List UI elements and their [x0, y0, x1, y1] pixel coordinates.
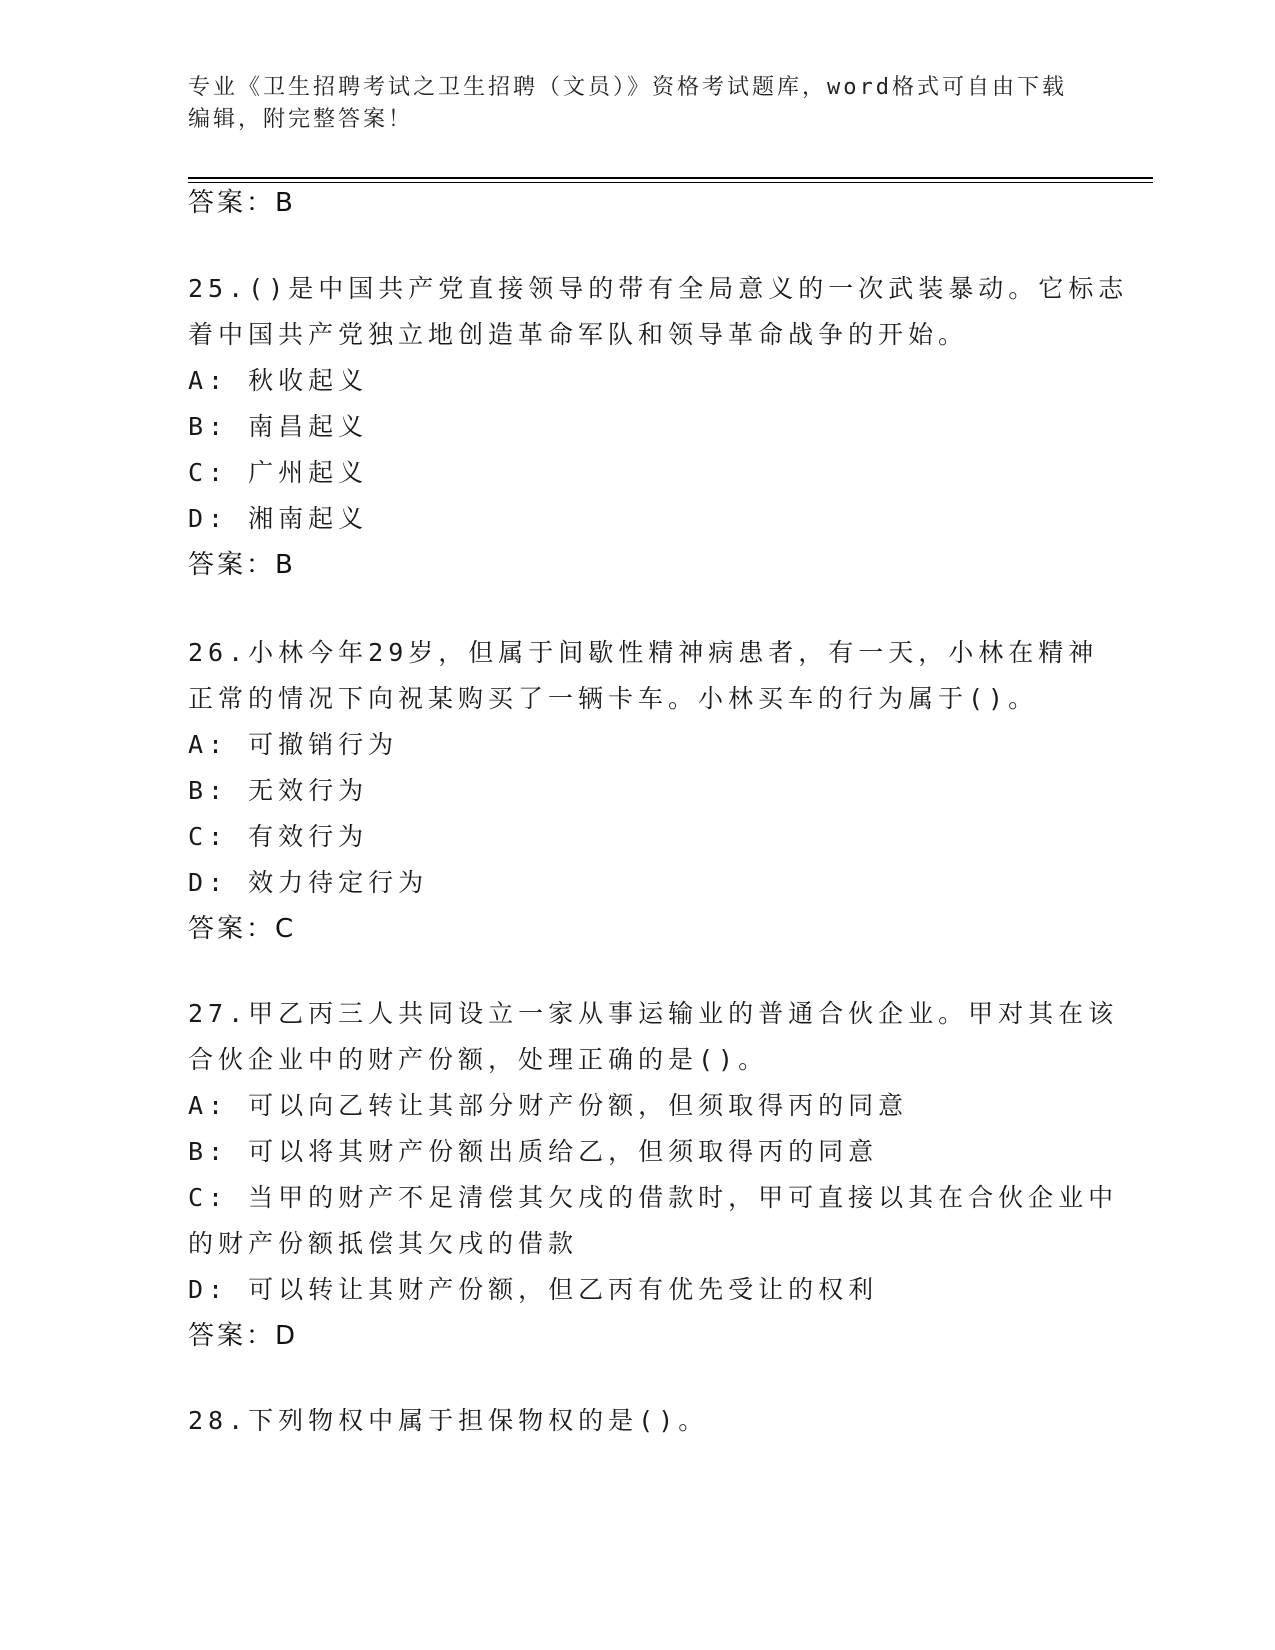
answer-line: 答案：D: [188, 1321, 299, 1351]
option-b: B: 南昌起义: [188, 412, 369, 441]
header-divider-thick: [188, 177, 1153, 179]
question-text-line: 合伙企业中的财产份额，处理正确的是()。: [188, 1045, 769, 1074]
option-c: C: 当甲的财产不足清偿其欠戌的借款时，甲可直接以其在合伙企业中: [188, 1183, 1119, 1212]
option-a: A: 秋收起义: [188, 366, 369, 395]
question-26: [188, 630, 1099, 952]
option-d: D: 湘南起义: [188, 504, 369, 533]
question-text-line: 27.甲乙丙三人共同设立一家从事运输业的普通合伙企业。甲对其在该: [188, 999, 1119, 1028]
option-c-continued: 的财产份额抵偿其欠戌的借款: [188, 1229, 579, 1258]
question-27: [188, 991, 1119, 1359]
option-c: C: 广州起义: [188, 458, 369, 487]
question-text-line: 正常的情况下向祝某购买了一辆卡车。小林买车的行为属于()。: [188, 684, 1039, 713]
option-d: D: 效力待定行为: [188, 868, 429, 897]
header-line-1: 专业《卫生招聘考试之卫生招聘（文员）》资格考试题库，word格式可自由下载: [188, 75, 1067, 100]
answer-line: 答案：B: [188, 188, 296, 218]
answer-line: 答案：B: [188, 550, 296, 580]
question-text-line: 25.()是中国共产党直接领导的带有全局意义的一次武装暴动。它标志: [188, 274, 1129, 303]
previous-answer-block: [188, 180, 1088, 226]
question-28: [188, 1398, 1088, 1444]
option-c: C: 有效行为: [188, 822, 369, 851]
question-25: [188, 266, 1129, 588]
option-a: A: 可以向乙转让其部分财产份额，但须取得丙的同意: [188, 1091, 909, 1120]
document-header: [188, 72, 1088, 136]
question-text-line: 28.下列物权中属于担保物权的是()。: [188, 1406, 709, 1435]
question-text-line: 26.小林今年29岁，但属于间歇性精神病患者，有一天，小林在精神: [188, 638, 1099, 667]
option-d: D: 可以转让其财产份额，但乙丙有优先受让的权利: [188, 1275, 879, 1304]
answer-line: 答案：C: [188, 914, 297, 944]
question-text-line: 着中国共产党独立地创造革命军队和领导革命战争的开始。: [188, 320, 969, 349]
option-b: B: 无效行为: [188, 776, 369, 805]
option-b: B: 可以将其财产份额出质给乙，但须取得丙的同意: [188, 1137, 879, 1166]
option-a: A: 可撤销行为: [188, 730, 399, 759]
header-line-2: 编辑，附完整答案！: [188, 107, 414, 132]
